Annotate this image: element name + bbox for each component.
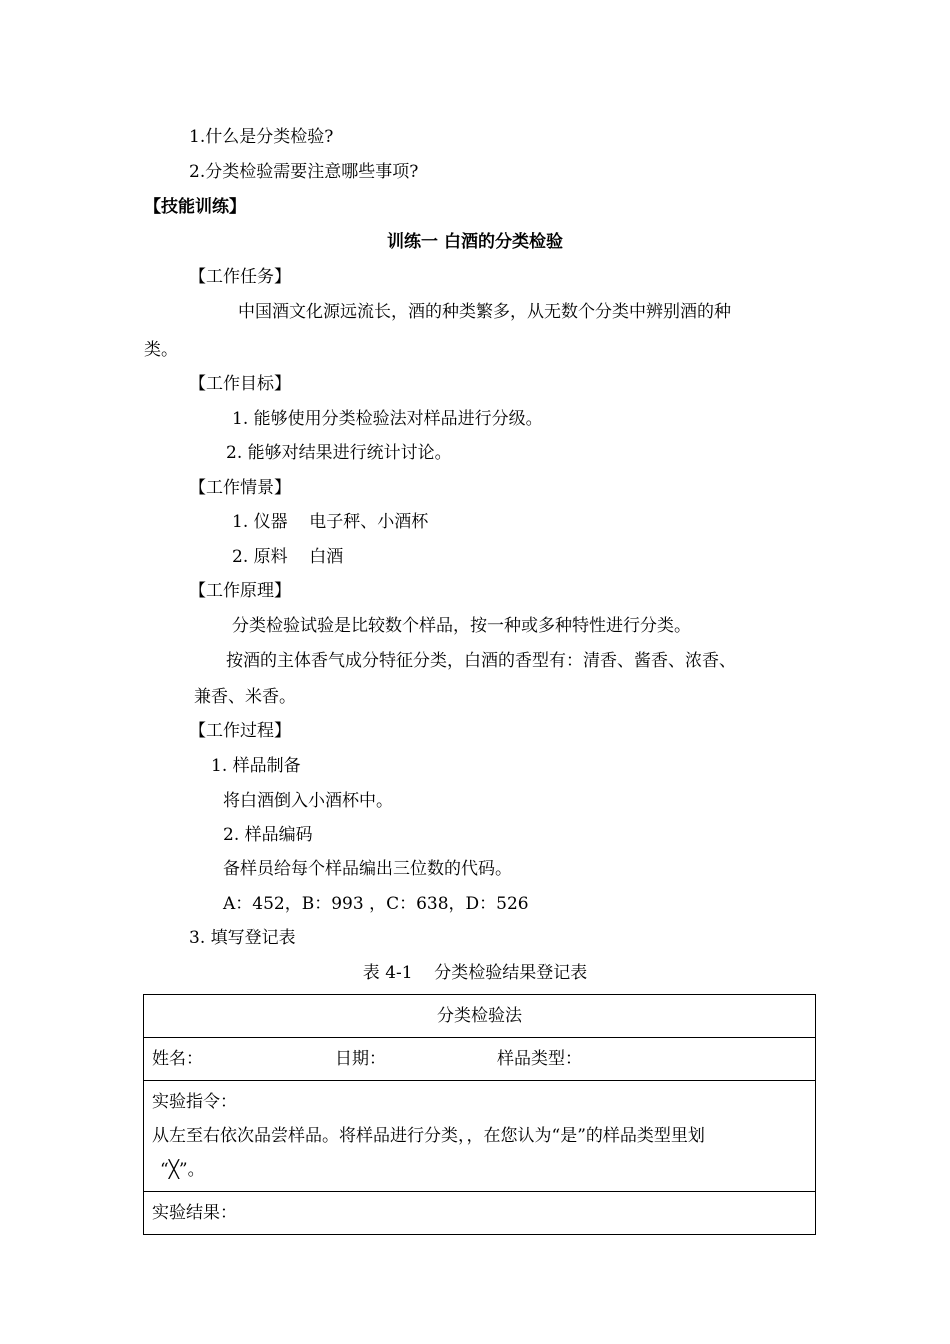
process-step-3: 3. 填写登记表 [189, 928, 296, 948]
table-row [144, 995, 816, 1038]
goal-item-2: 2. 能够对结果进行统计讨论。 [226, 443, 452, 463]
instruction-cell [144, 1081, 816, 1192]
result-label: 实验结果： [144, 1192, 816, 1235]
process-step-1: 1. 样品制备 [211, 756, 301, 776]
question-1: 1.什么是分类检验? [189, 127, 334, 147]
process-heading: 【工作过程】 [189, 721, 291, 741]
goal-item-1: 1. 能够使用分类检验法对样品进行分级。 [232, 409, 543, 429]
name-label: 姓名： [152, 1049, 203, 1069]
instruction-mark: “╳”。 [160, 1160, 205, 1180]
date-label: 日期： [335, 1049, 386, 1069]
sample-codes: A：452，B：993 ，C：638，D：526 [223, 894, 529, 914]
sample-type-label: 样品类型： [497, 1049, 582, 1069]
instruction-text: 从左至右依次品尝样品。将样品进行分类，，在您认为“是”的样品类型里划 [152, 1126, 705, 1146]
info-row [144, 1038, 816, 1081]
table-row [144, 1038, 816, 1081]
scene-item-1: 1. 仪器 电子秤、小酒杯 [232, 512, 429, 532]
registration-table [143, 994, 816, 1235]
goal-heading: 【工作目标】 [189, 374, 291, 394]
table-row [144, 1192, 816, 1235]
table-caption: 表 4-1 分类检验结果登记表 [362, 963, 588, 983]
principle-line3: 兼香、米香。 [194, 687, 296, 707]
process-step-1-text: 将白酒倒入小酒杯中。 [223, 791, 393, 811]
scene-item-2: 2. 原料 白酒 [232, 547, 344, 567]
scene-heading: 【工作情景】 [189, 478, 291, 498]
table-row [144, 1081, 816, 1192]
task-text-line1: 中国酒文化源远流长，酒的种类繁多，从无数个分类中辨别酒的种 [238, 302, 731, 322]
principle-line2: 按酒的主体香气成分特征分类，白酒的香型有：清香、酱香、浓香、 [226, 651, 736, 671]
task-heading: 【工作任务】 [189, 267, 291, 287]
principle-line1: 分类检验试验是比较数个样品，按一种或多种特性进行分类。 [232, 616, 691, 636]
instruction-label: 实验指令： [152, 1092, 237, 1112]
principle-heading: 【工作原理】 [189, 581, 291, 601]
table-title: 分类检验法 [144, 995, 816, 1038]
question-2: 2.分类检验需要注意哪些事项? [189, 162, 419, 182]
section-heading: 【技能训练】 [144, 197, 246, 217]
process-step-2-text: 备样员给每个样品编出三位数的代码。 [223, 859, 512, 879]
process-step-2: 2. 样品编码 [223, 825, 313, 845]
training-title: 训练一 白酒的分类检验 [387, 232, 563, 252]
task-text-line2: 类。 [144, 340, 178, 360]
